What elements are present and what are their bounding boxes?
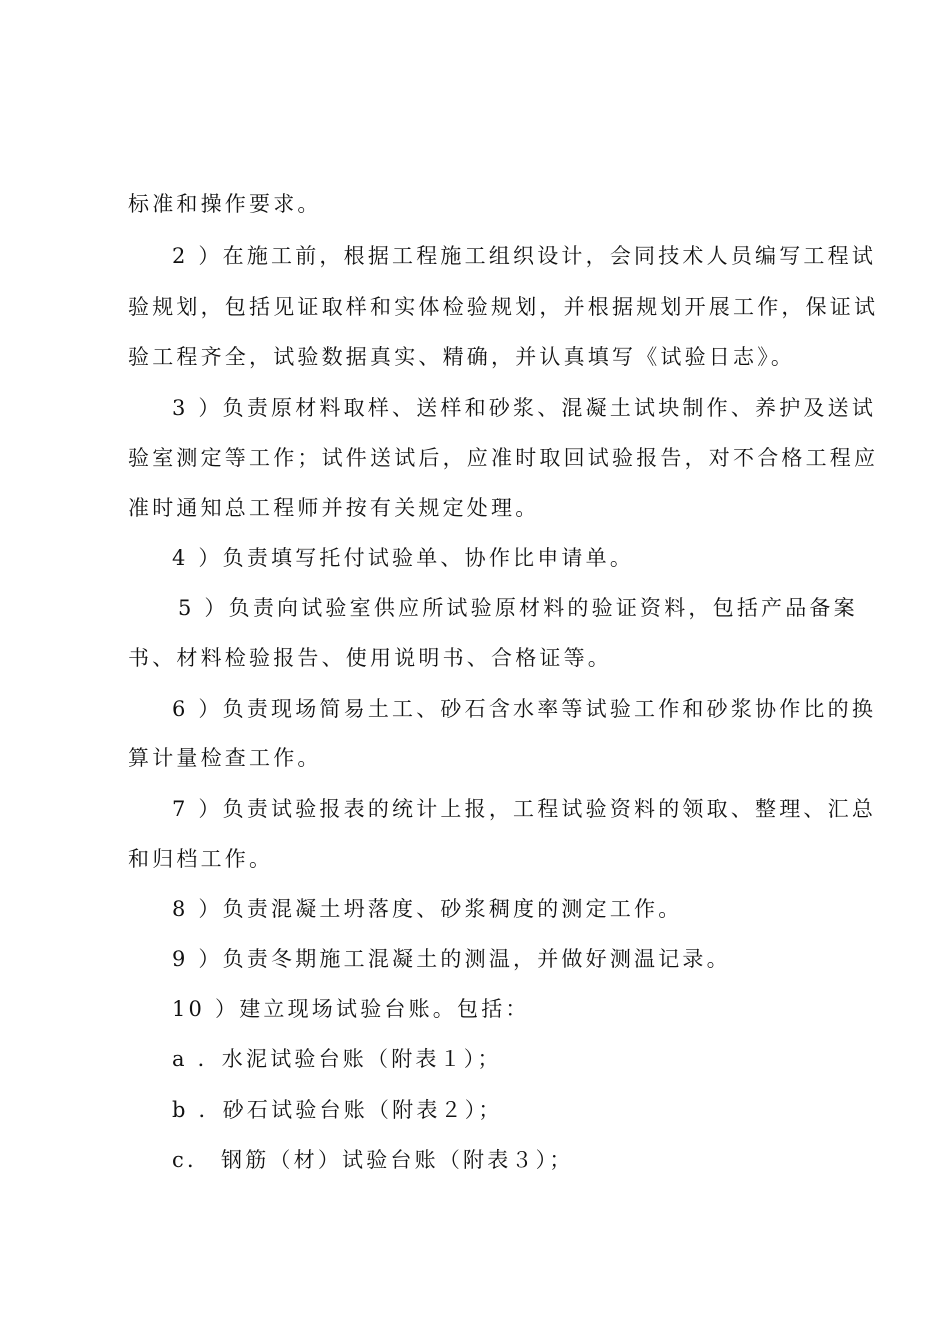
text-line: b ．砂石试验台账（附表２）；	[172, 1098, 503, 1122]
text-line: 验室测定等工作；试件送试后，应准时取回试验报告，对不合格工程应	[128, 446, 879, 470]
text-line: 算计量检查工作。	[128, 746, 322, 770]
text-line: 10 ）建立现场试验台账。包括：	[172, 997, 530, 1021]
text-line: 验规划，包括见证取样和实体检验规划，并根据规划开展工作，保证试	[128, 295, 879, 319]
text-line: 准时通知总工程师并按有关规定处理。	[128, 496, 540, 520]
text-line: 8 ）负责混凝土坍落度、砂浆稠度的测定工作。	[172, 897, 683, 921]
text-line: 书、材料检验报告、使用说明书、合格证等。	[128, 646, 612, 670]
text-line: 4 ）负责填写托付试验单、协作比申请单。	[172, 546, 635, 570]
text-line: 和归档工作。	[128, 847, 274, 871]
text-line: 7 ）负责试验报表的统计上报，工程试验资料的领取、整理、汇总	[172, 797, 877, 821]
text-line: 3 ）负责原材料取样、送样和砂浆、混凝土试块制作、养护及送试	[172, 396, 877, 420]
text-line: 5 ）负责向试验室供应所试验原材料的验证资料，包括产品备案	[178, 596, 858, 620]
text-line: c． 钢筋（材）试验台账（附表３）；	[172, 1148, 574, 1172]
text-line: 标准和操作要求。	[128, 192, 322, 216]
text-line: 9 ）负责冬期施工混凝土的测温，并做好测温记录。	[172, 947, 731, 971]
text-line: a ．水泥试验台账（附表１）；	[172, 1047, 502, 1071]
text-line: 验工程齐全，试验数据真实、精确，并认真填写《试验日志》。	[128, 345, 796, 369]
text-line: 2 ）在施工前，根据工程施工组织设计，会同技术人员编写工程试	[172, 244, 877, 268]
text-line: 6 ）负责现场简易土工、砂石含水率等试验工作和砂浆协作比的换	[172, 697, 877, 721]
